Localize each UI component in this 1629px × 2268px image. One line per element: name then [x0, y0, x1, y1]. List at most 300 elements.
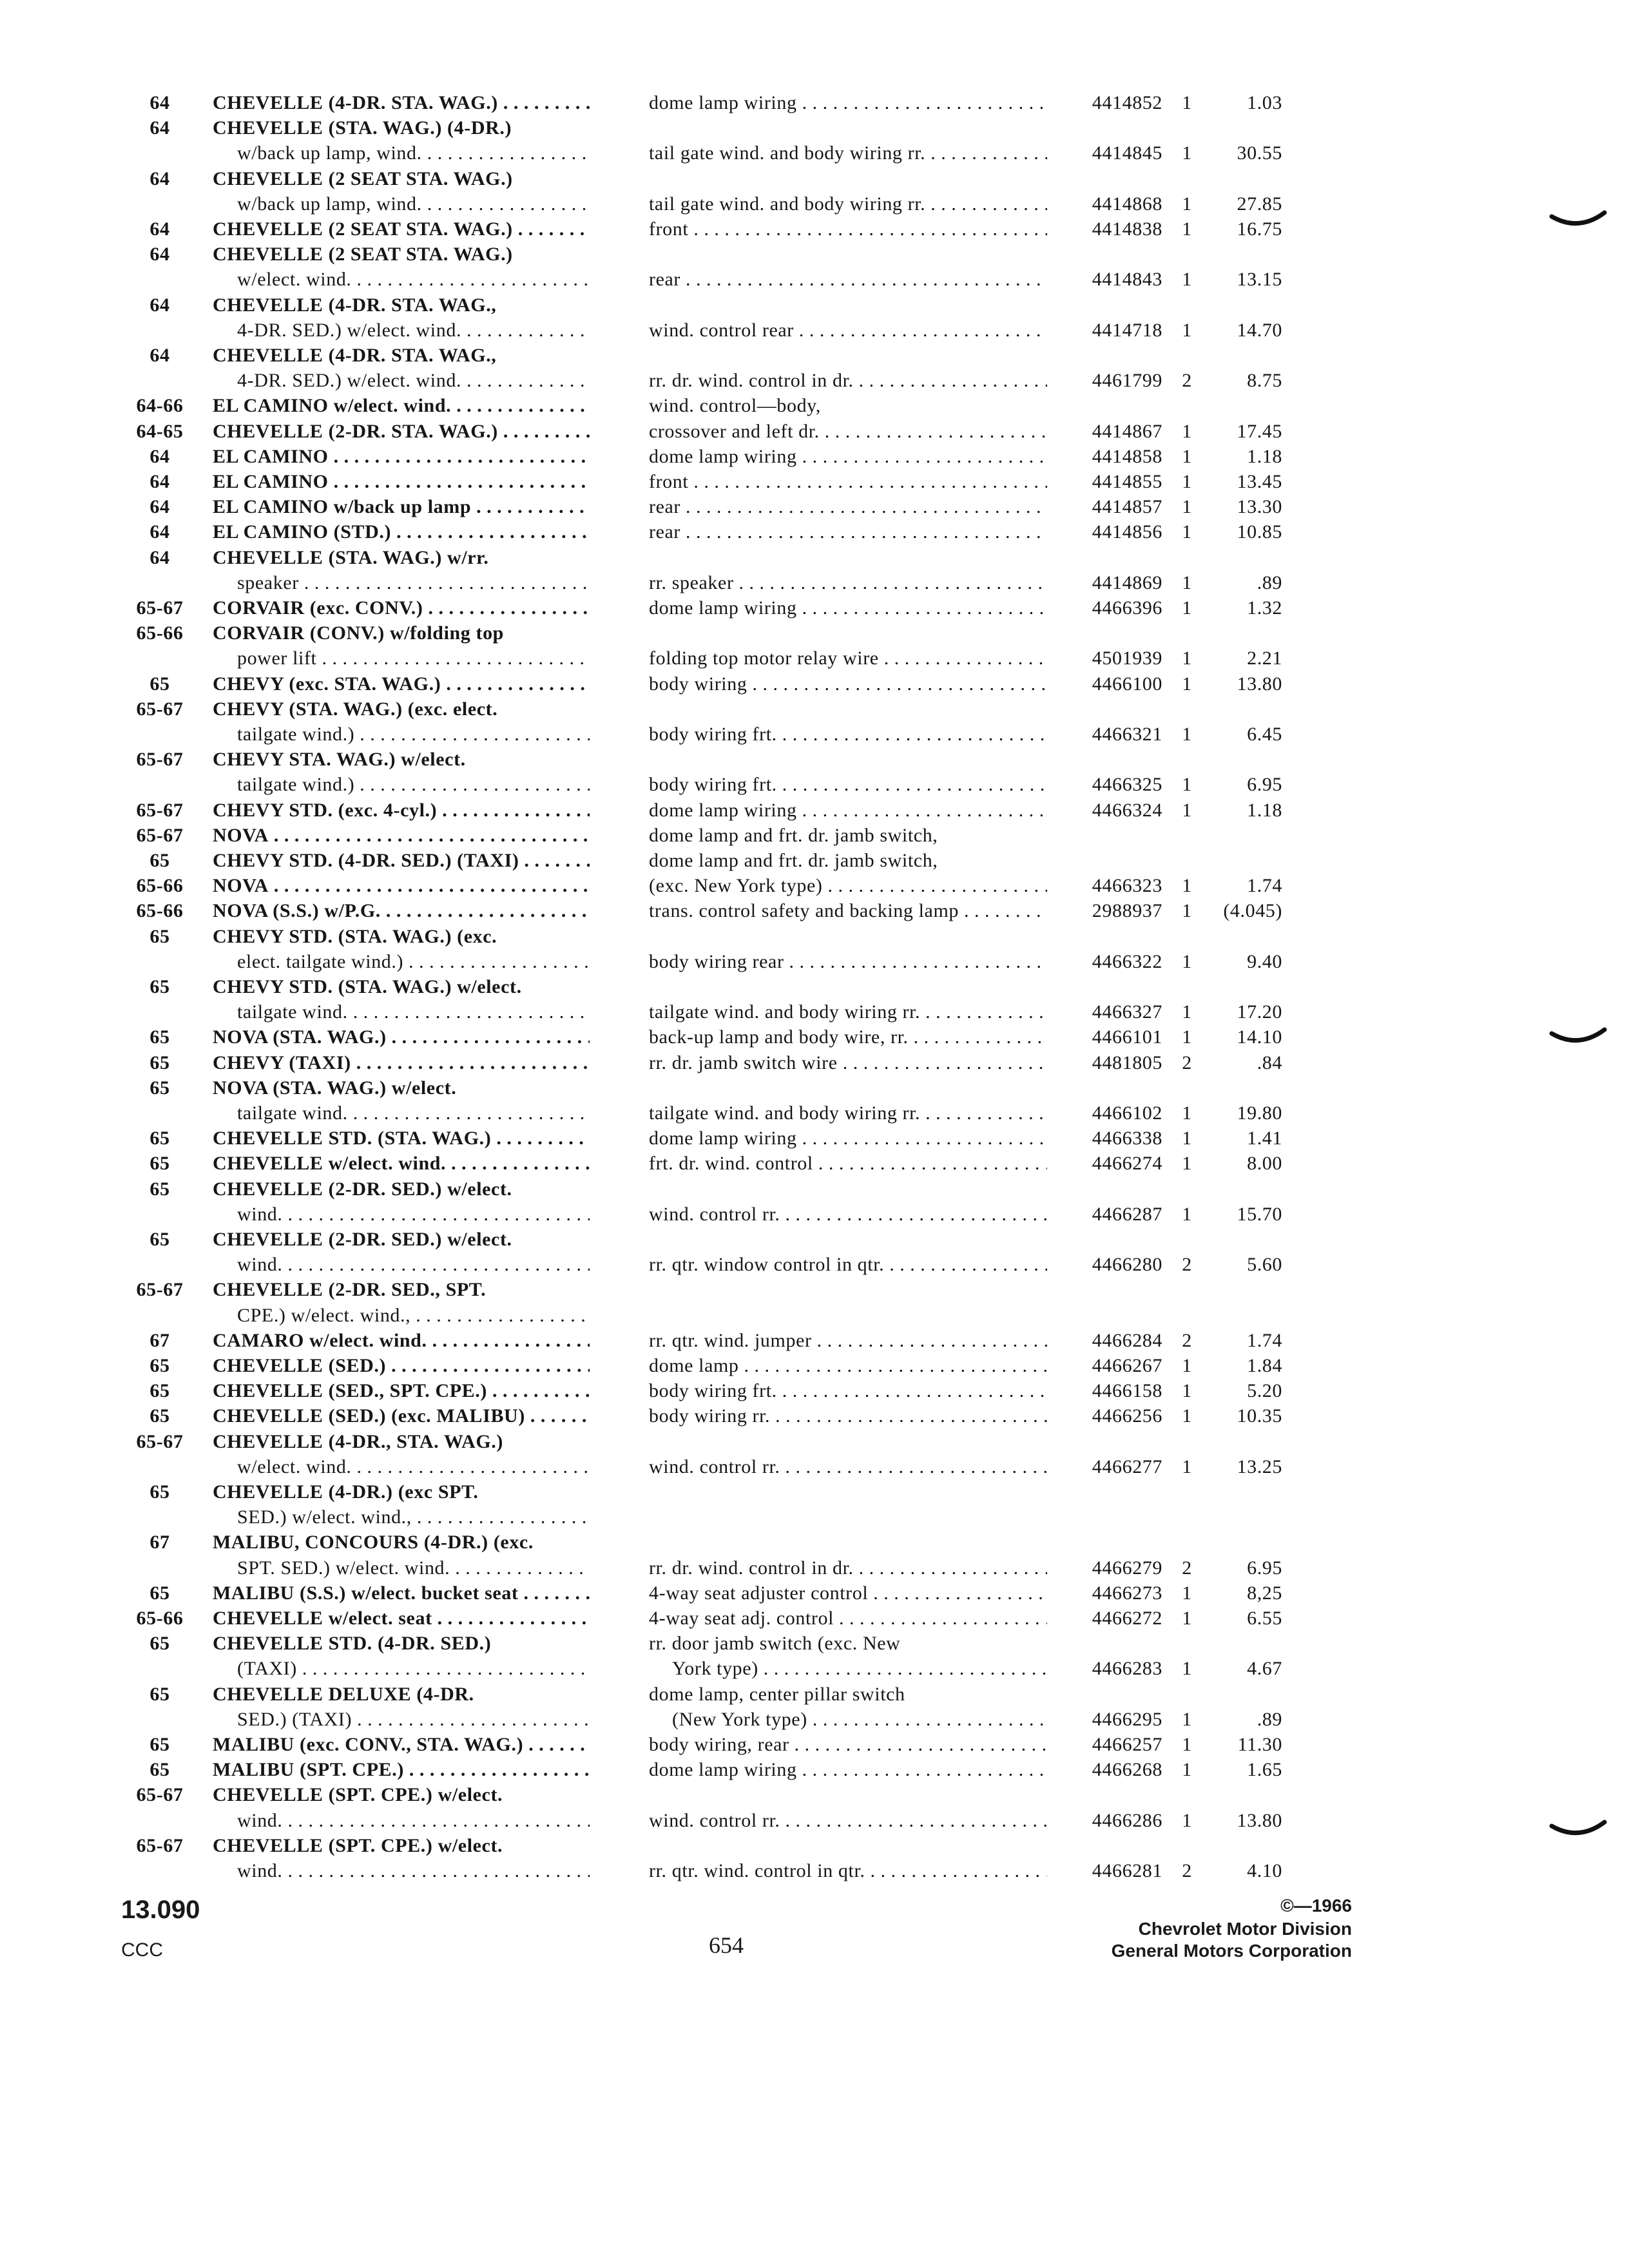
model-year: 65-67: [136, 749, 184, 771]
part-description: dome lamp wiring . . .: [649, 597, 1047, 619]
price: 27.85: [1237, 193, 1282, 215]
model-year: 67: [149, 1329, 170, 1351]
price: 17.45: [1237, 420, 1282, 442]
copyright-line: ©—1966: [1280, 1896, 1352, 1916]
price: 13.80: [1237, 1809, 1282, 1831]
model-year: 65-67: [136, 1834, 184, 1856]
part-number: 4414718: [1092, 319, 1162, 341]
part-number: 4466272: [1092, 1608, 1162, 1629]
model-description: CHEVELLE STD. (4-DR. SED.): [213, 1633, 492, 1655]
price: 30.55: [1237, 142, 1282, 164]
model-description: CHEVELLE (SED., SPT. CPE.) . . .: [213, 1380, 590, 1401]
model-description: CHEVY STD. (STA. WAG.) w/elect.: [213, 976, 522, 997]
table-row: [0, 242, 1629, 267]
model-description: EL CAMINO w/back up lamp . . .: [213, 496, 590, 517]
table-row: [0, 1277, 1629, 1303]
part-number: 4461799: [1092, 370, 1162, 392]
table-row: [0, 1353, 1629, 1379]
part-number: 4414855: [1092, 471, 1162, 492]
model-description: NOVA (STA. WAG.) . . .: [213, 1026, 590, 1048]
model-year: 65: [149, 1052, 170, 1073]
quantity: 1: [1182, 572, 1192, 593]
part-number: 4466257: [1092, 1734, 1162, 1755]
model-year: 65: [149, 1683, 170, 1705]
model-year: 65: [149, 976, 170, 997]
table-row: [0, 1126, 1629, 1151]
price: 6.95: [1247, 1557, 1282, 1579]
model-description: NOVA . . .: [213, 875, 590, 896]
part-number: 4466322: [1092, 950, 1162, 972]
table-row: [0, 1504, 1629, 1530]
table-row: [0, 747, 1629, 773]
table-row: [0, 191, 1629, 217]
table-row: [0, 419, 1629, 445]
model-year: 64-65: [136, 420, 184, 442]
model-description: w/elect. wind. . . .: [237, 269, 590, 290]
table-row: [0, 494, 1629, 520]
table-row: [0, 1050, 1629, 1076]
table-row: [0, 999, 1629, 1025]
part-description: York type) . . .: [672, 1658, 1047, 1679]
part-description: crossover and left dr. . . .: [649, 421, 1047, 442]
model-year: 65: [149, 1128, 170, 1149]
part-number: 4466295: [1092, 1708, 1162, 1730]
division-line: Chevrolet Motor Division: [1138, 1919, 1352, 1939]
table-row: [0, 898, 1629, 924]
model-year: 65-67: [136, 1784, 184, 1806]
model-year: 65: [149, 1380, 170, 1402]
table-row: [0, 216, 1629, 242]
quantity: 2: [1182, 1329, 1192, 1351]
price: 1.74: [1247, 875, 1282, 897]
price: 9.40: [1247, 950, 1282, 972]
quantity: 1: [1182, 875, 1192, 897]
quantity: 1: [1182, 900, 1192, 922]
table-row: [0, 1631, 1629, 1657]
part-number: 4414868: [1092, 193, 1162, 215]
table-row: [0, 570, 1629, 596]
price: 13.45: [1237, 471, 1282, 492]
table-row: [0, 595, 1629, 621]
model-year: 65: [149, 1633, 170, 1655]
quantity: 1: [1182, 1608, 1192, 1629]
part-number: 4466327: [1092, 1001, 1162, 1023]
model-description: CHEVELLE (2-DR. SED.) w/elect.: [213, 1229, 512, 1250]
table-row: [0, 1656, 1629, 1682]
table-row: [0, 1757, 1629, 1783]
model-description: SED.) (TAXI) . . .: [237, 1709, 590, 1730]
quantity: 1: [1182, 1658, 1192, 1680]
price: 2.21: [1247, 648, 1282, 669]
quantity: 2: [1182, 1557, 1192, 1579]
part-description: wind. control rr. . . .: [649, 1204, 1047, 1225]
model-year: 65-67: [136, 1430, 184, 1452]
table-row: [0, 646, 1629, 671]
price: 6.95: [1247, 774, 1282, 796]
model-description: SPT. SED.) w/elect. wind. . . .: [237, 1557, 590, 1579]
price: 1.84: [1247, 1355, 1282, 1376]
part-description: dome lamp and frt. dr. jamb switch,: [649, 824, 938, 846]
price: 16.75: [1237, 218, 1282, 240]
model-year: 65-67: [136, 597, 184, 619]
margin-check-mark-icon: [1549, 1817, 1607, 1843]
part-description: tailgate wind. and body wiring rr. . . .: [649, 1102, 1047, 1124]
table-row: [0, 1833, 1629, 1859]
model-description: MALIBU, CONCOURS (4-DR.) (exc.: [213, 1532, 534, 1553]
model-description: CHEVELLE (2 SEAT STA. WAG.) . . .: [213, 218, 590, 240]
table-row: [0, 1808, 1629, 1834]
part-number: 4466274: [1092, 1153, 1162, 1175]
quantity: 1: [1182, 1582, 1192, 1604]
model-description: CHEVELLE STD. (STA. WAG.) . . .: [213, 1128, 590, 1149]
price: 5.20: [1247, 1380, 1282, 1402]
table-row: [0, 1581, 1629, 1606]
quantity: 1: [1182, 1001, 1192, 1023]
table-row: [0, 444, 1629, 470]
table-row: [0, 519, 1629, 545]
model-description: CHEVELLE (2 SEAT STA. WAG.): [213, 244, 513, 265]
model-year: 65: [149, 1734, 170, 1755]
model-description: CHEVELLE (SED.) (exc. MALIBU) . . .: [213, 1405, 590, 1427]
part-number: 4414856: [1092, 521, 1162, 543]
part-number: 4466287: [1092, 1203, 1162, 1225]
part-number: 4466273: [1092, 1582, 1162, 1604]
model-year: 64: [149, 496, 170, 518]
quantity: 1: [1182, 724, 1192, 745]
quantity: 2: [1182, 1052, 1192, 1073]
model-description: EL CAMINO (STD.) . . .: [213, 521, 590, 543]
quantity: 1: [1182, 1405, 1192, 1427]
part-description: frt. dr. wind. control . . .: [649, 1153, 1047, 1174]
model-year: 64: [149, 294, 170, 316]
part-number: 4466280: [1092, 1254, 1162, 1276]
table-row: [0, 1707, 1629, 1733]
model-description: CHEVELLE (4-DR., STA. WAG.): [213, 1430, 503, 1452]
quantity: 1: [1182, 218, 1192, 240]
part-description: dome lamp wiring . . .: [649, 800, 1047, 821]
part-description: rr. door jamb switch (exc. New: [649, 1633, 901, 1655]
quantity: 1: [1182, 1153, 1192, 1175]
model-year: 65: [149, 925, 170, 947]
part-number: 4414869: [1092, 572, 1162, 593]
part-description: back-up lamp and body wire, rr. . . .: [649, 1026, 1047, 1048]
part-description: wind. control rear . . .: [649, 320, 1047, 341]
quantity: 1: [1182, 774, 1192, 796]
model-description: CHEVELLE (STA. WAG.) (4-DR.): [213, 117, 512, 139]
model-year: 65: [149, 673, 170, 695]
part-description: dome lamp wiring . . .: [649, 92, 1047, 113]
model-description: 4-DR. SED.) w/elect. wind. . . .: [237, 370, 590, 391]
table-row: [0, 620, 1629, 646]
model-year: 65: [149, 1759, 170, 1781]
model-description: CHEVELLE (SPT. CPE.) w/elect.: [213, 1834, 503, 1856]
model-description: 4-DR. SED.) w/elect. wind. . . .: [237, 320, 590, 341]
part-number: 4466100: [1092, 673, 1162, 695]
part-description: rr. qtr. wind. control in qtr. . . .: [649, 1860, 1047, 1881]
quantity: 1: [1182, 269, 1192, 291]
part-description: rr. dr. jamb switch wire . . .: [649, 1052, 1047, 1073]
table-row: [0, 974, 1629, 1000]
model-year: 64: [149, 117, 170, 139]
table-row: [0, 1227, 1629, 1253]
model-description: CHEVELLE (2-DR. SED.) w/elect.: [213, 1178, 512, 1200]
price: 10.35: [1237, 1405, 1282, 1427]
part-description: wind. control rr. . . .: [649, 1456, 1047, 1477]
quantity: 1: [1182, 799, 1192, 821]
part-description: rear . . .: [649, 496, 1047, 517]
table-row: [0, 1177, 1629, 1202]
model-year: 65: [149, 1481, 170, 1503]
model-description: EL CAMINO . . .: [213, 471, 590, 492]
table-row: [0, 545, 1629, 571]
part-number: 4466338: [1092, 1128, 1162, 1149]
model-description: CHEVELLE (4-DR. STA. WAG.,: [213, 294, 497, 316]
part-number: 4466321: [1092, 724, 1162, 745]
model-description: CHEVELLE (SPT. CPE.) w/elect.: [213, 1784, 503, 1806]
model-description: EL CAMINO . . .: [213, 446, 590, 467]
quantity: 1: [1182, 420, 1192, 442]
model-description: CHEVY STA. WAG.) w/elect.: [213, 749, 466, 771]
table-row: [0, 1454, 1629, 1480]
table-row: [0, 1429, 1629, 1455]
model-description: EL CAMINO w/elect. wind. . . .: [213, 395, 590, 416]
model-description: CHEVELLE (2-DR. SED., SPT.: [213, 1279, 487, 1301]
table-row: [0, 1328, 1629, 1354]
quantity: 1: [1182, 1759, 1192, 1781]
part-number: 4466267: [1092, 1355, 1162, 1376]
part-number: 4466256: [1092, 1405, 1162, 1427]
part-description: wind. control—body,: [649, 395, 821, 417]
part-description: front . . .: [649, 218, 1047, 240]
price: 10.85: [1237, 521, 1282, 543]
model-year: 65-66: [136, 875, 184, 897]
model-year: 64: [149, 218, 170, 240]
table-row: [0, 823, 1629, 849]
table-row: [0, 1606, 1629, 1631]
model-description: tailgate wind. . . .: [237, 1001, 590, 1023]
price: 1.03: [1247, 92, 1282, 113]
quantity: 1: [1182, 1026, 1192, 1048]
quantity: 1: [1182, 471, 1192, 492]
part-description: rr. qtr. window control in qtr. . . .: [649, 1254, 1047, 1275]
table-row: [0, 722, 1629, 747]
price: 15.70: [1237, 1203, 1282, 1225]
part-number: 4414852: [1092, 92, 1162, 113]
quantity: 2: [1182, 370, 1192, 392]
table-row: [0, 671, 1629, 697]
part-description: (New York type) . . .: [672, 1709, 1047, 1730]
margin-check-mark-icon: [1549, 1024, 1607, 1050]
model-description: CPE.) w/elect. wind., . . .: [237, 1305, 590, 1326]
table-row: [0, 1732, 1629, 1758]
model-description: MALIBU (exc. CONV., STA. WAG.) . . .: [213, 1734, 590, 1755]
part-number: 4466101: [1092, 1026, 1162, 1048]
model-description: CORVAIR (CONV.) w/folding top: [213, 622, 504, 644]
table-row: [0, 1252, 1629, 1278]
table-row: [0, 1479, 1629, 1505]
part-number: 4466268: [1092, 1759, 1162, 1781]
part-number: 4466102: [1092, 1102, 1162, 1124]
price: 17.20: [1237, 1001, 1282, 1023]
part-description: trans. control safety and backing lamp . . .: [649, 900, 1047, 921]
table-row: [0, 393, 1629, 419]
quantity: 1: [1182, 92, 1192, 113]
part-description: body wiring rear . . .: [649, 951, 1047, 972]
table-row: [0, 1530, 1629, 1555]
price: 11.30: [1237, 1734, 1282, 1755]
model-year: 65-66: [136, 1608, 184, 1629]
part-number: 4466325: [1092, 774, 1162, 796]
table-row: [0, 772, 1629, 798]
quantity: 1: [1182, 648, 1192, 669]
part-number: 4466324: [1092, 799, 1162, 821]
price: 4.67: [1247, 1658, 1282, 1680]
part-description: dome lamp and frt. dr. jamb switch,: [649, 850, 938, 871]
table-row: [0, 115, 1629, 141]
part-number: 2988937: [1092, 900, 1162, 922]
model-description: tailgate wind. . . .: [237, 1102, 590, 1124]
model-year: 65: [149, 1229, 170, 1250]
table-row: [0, 697, 1629, 722]
part-description: folding top motor relay wire . . .: [649, 648, 1047, 669]
table-row: [0, 798, 1629, 823]
model-description: CHEVELLE w/elect. seat . . .: [213, 1608, 590, 1629]
quantity: 1: [1182, 1355, 1192, 1376]
table-row: [0, 1100, 1629, 1126]
price: 1.65: [1247, 1759, 1282, 1781]
part-description: 4-way seat adj. control . . .: [649, 1608, 1047, 1629]
model-description: CHEVELLE (2-DR. STA. WAG.) . . .: [213, 421, 590, 442]
model-description: CHEVELLE (4-DR. STA. WAG.) . . .: [213, 92, 590, 113]
part-description: body wiring . . .: [649, 673, 1047, 695]
part-description: body wiring, rear . . .: [649, 1734, 1047, 1755]
quantity: 1: [1182, 1380, 1192, 1402]
model-description: power lift . . .: [237, 648, 590, 669]
quantity: 1: [1182, 193, 1192, 215]
table-row: [0, 343, 1629, 369]
model-description: wind. . . .: [237, 1860, 590, 1881]
part-number: 4466323: [1092, 875, 1162, 897]
table-row: [0, 140, 1629, 166]
part-number: 4414858: [1092, 445, 1162, 467]
section-number: 13.090: [121, 1896, 200, 1924]
table-row: [0, 1151, 1629, 1177]
model-description: CHEVELLE (SED.) . . .: [213, 1355, 590, 1376]
part-description: wind. control rr. . . .: [649, 1810, 1047, 1831]
model-year: 65-66: [136, 900, 184, 922]
part-description: dome lamp wiring . . .: [649, 1759, 1047, 1780]
model-description: CHEVY (exc. STA. WAG.) . . .: [213, 673, 590, 695]
price: 5.60: [1247, 1254, 1282, 1276]
part-number: 4466396: [1092, 597, 1162, 619]
model-year: 65: [149, 1405, 170, 1427]
price: 14.70: [1237, 319, 1282, 341]
part-number: 4481805: [1092, 1052, 1162, 1073]
part-description: body wiring frt. . . .: [649, 724, 1047, 745]
model-description: wind. . . .: [237, 1810, 590, 1831]
price: .84: [1257, 1052, 1282, 1073]
table-row: [0, 90, 1629, 116]
model-year: 65-67: [136, 698, 184, 720]
model-description: MALIBU (S.S.) w/elect. bucket seat . . .: [213, 1582, 590, 1604]
model-year: 65-67: [136, 824, 184, 846]
part-description: rear . . .: [649, 269, 1047, 290]
table-row: [0, 1075, 1629, 1101]
price: 6.55: [1247, 1608, 1282, 1629]
model-year: 65-67: [136, 799, 184, 821]
model-description: w/back up lamp, wind. . . .: [237, 142, 590, 164]
part-description: rear . . .: [649, 521, 1047, 543]
price: 14.10: [1237, 1026, 1282, 1048]
price: .89: [1257, 572, 1282, 593]
part-number: 4466277: [1092, 1456, 1162, 1477]
model-description: CORVAIR (exc. CONV.) . . .: [213, 597, 590, 619]
part-description: rr. qtr. wind. jumper . . .: [649, 1330, 1047, 1351]
model-year: 67: [149, 1532, 170, 1553]
model-description: CHEVY (STA. WAG.) (exc. elect.: [213, 698, 498, 720]
model-description: CHEVY STD. (exc. 4-cyl.) . . .: [213, 800, 590, 821]
model-year: 64: [149, 546, 170, 568]
table-row: [0, 318, 1629, 343]
model-description: w/elect. wind. . . .: [237, 1456, 590, 1477]
part-description: body wiring frt. . . .: [649, 774, 1047, 795]
part-description: tailgate wind. and body wiring rr. . . .: [649, 1001, 1047, 1023]
quantity: 1: [1182, 1708, 1192, 1730]
price: 4.10: [1247, 1860, 1282, 1881]
margin-check-mark-icon: [1549, 207, 1607, 233]
table-row: [0, 1782, 1629, 1808]
part-description: dome lamp wiring . . .: [649, 446, 1047, 467]
quantity: 1: [1182, 950, 1192, 972]
model-description: wind. . . .: [237, 1204, 590, 1225]
model-description: SED.) w/elect. wind., . . .: [237, 1506, 590, 1528]
part-number: 4414867: [1092, 420, 1162, 442]
quantity: 1: [1182, 1128, 1192, 1149]
model-description: tailgate wind.) . . .: [237, 724, 590, 745]
price: 13.15: [1237, 269, 1282, 291]
part-number: 4466281: [1092, 1860, 1162, 1881]
model-description: elect. tailgate wind.) . . .: [237, 951, 590, 972]
quantity: 1: [1182, 673, 1192, 695]
part-description: 4-way seat adjuster control . . .: [649, 1582, 1047, 1604]
part-description: rr. dr. wind. control in dr. . . .: [649, 370, 1047, 391]
quantity: 2: [1182, 1254, 1192, 1276]
table-row: [0, 469, 1629, 495]
table-row: [0, 848, 1629, 874]
model-year: 64: [149, 345, 170, 366]
model-year: 64: [149, 445, 170, 467]
model-year: 65-66: [136, 622, 184, 644]
table-row: [0, 368, 1629, 394]
part-number: 4466279: [1092, 1557, 1162, 1579]
table-row: [0, 267, 1629, 293]
table-row: [0, 1682, 1629, 1707]
quantity: 1: [1182, 319, 1192, 341]
price: 1.18: [1247, 799, 1282, 821]
quantity: 1: [1182, 597, 1192, 619]
model-description: wind. . . .: [237, 1254, 590, 1275]
quantity: 1: [1182, 1456, 1192, 1477]
quantity: 1: [1182, 496, 1192, 518]
part-number: 4414857: [1092, 496, 1162, 518]
model-year: 64: [149, 168, 170, 189]
part-number: 4466283: [1092, 1658, 1162, 1680]
model-year: 65: [149, 1582, 170, 1604]
table-row: [0, 293, 1629, 318]
model-description: speaker . . .: [237, 572, 590, 593]
price: 13.25: [1237, 1456, 1282, 1477]
price: 19.80: [1237, 1102, 1282, 1124]
